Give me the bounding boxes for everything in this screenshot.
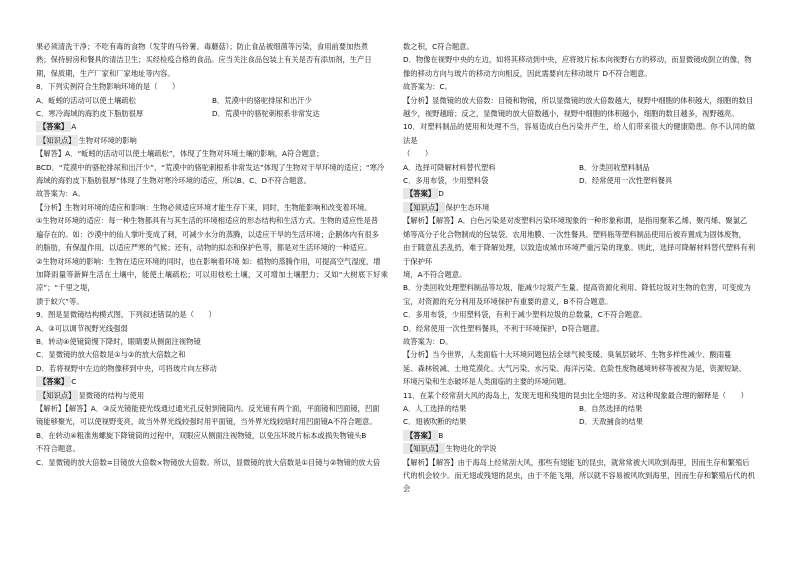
- q9-answer-line: [36, 375, 388, 388]
- q11-option-c: C．翅被吹断的结果: [403, 417, 467, 427]
- q10-fenxi-line: 延、森林锐减、土地荒漠化、大气污染、水污染、海洋污染、危险性废物越境转移等被视为是，资源短缺、: [403, 363, 746, 373]
- q10-analysis-line: 由于随意乱丢乱扔，难于降解处理，以致造成城市环境严重污染的现象。则此，选择可降解材料替代塑料有利于保护环: [403, 243, 755, 266]
- q11-knowledge-point: 生物进化的学说: [445, 444, 497, 454]
- q10-fenxi-line: 环境污染和生态破坏是人类面临的主要的环境问题。: [403, 377, 571, 387]
- q11-answer-line: [403, 429, 755, 442]
- q9-continued-line: D．物像在视野中央的左边，如将其移动到中央，应将玻片标本向视野右方的移动，而显微镜成倒立的像，物: [403, 55, 752, 65]
- answer-tag: 【答案】: [403, 188, 438, 199]
- q8-analysis-line: 海域的海豹皮下脂肪很厚”体现了生物对寒冷环境的适应，所以B、C、D不符合题意。: [36, 176, 311, 186]
- answer-tag: 【答案】: [36, 376, 71, 387]
- knowledge-tag: 【知识点】: [36, 390, 78, 401]
- q8-knowledge-point: 生物对环境的影响: [78, 135, 137, 145]
- q9-option: B．转动④使镜筒慢下降时，眼睛要从侧面注视物镜: [36, 336, 201, 346]
- q10-knowledge-point: 保护生态环境: [445, 202, 490, 212]
- knowledge-tag: 【知识点】: [36, 135, 78, 146]
- q10-fenxi-line: 【分析】当今世界，人类面临十大环境问题包括全球气候变暖、臭氧层破坏、生物多样性减少、酸雨蔓: [403, 350, 732, 360]
- q10-option-b: B．分类回收塑料制品: [579, 162, 650, 172]
- right-column: [403, 40, 755, 496]
- q11-option-d: D．天敌捕食的结果: [579, 417, 643, 427]
- q10-analysis-line: B．分类回收处理塑料制品等垃圾，能减少垃圾产生量、提高资源化利用、降低垃圾对生物的危害，可变废为: [403, 283, 751, 293]
- q11-options-row-2: [403, 415, 755, 428]
- q8-fenxi-line: 加降雨量等新鲜生活在土壤中，能使土壤疏松；可以用枝松土壤，又可增加土壤肥力；又如“大树底下好乘凉”；“千里之堤，: [36, 269, 388, 293]
- q10-analysis-line: 【解析】【解答】A．白色污染是对废塑料污染环境现象的一种形象称谓，是指用聚苯乙烯、聚丙烯、聚氯乙: [403, 216, 748, 226]
- q10-options-row-1: [403, 161, 755, 174]
- q9-analysis-line: 【解析】【解答】A．③反光镜能使光线通过通光孔反射到镜筒内。反光镜有两个面，平面镜和凹面镜，凹面: [36, 403, 380, 413]
- q8-answer-line: [36, 120, 388, 133]
- q8-analysis-line: BCD．“荒漠中的骆驼排尿和出汗少”、“荒漠中的骆驼刺根系非常发达”体现了生物对干旱环境的适应；“寒冷: [36, 162, 385, 172]
- q9-analysis-line: B．在转动④粗准焦螺旋下降镜筒的过程中，双眼应从侧面注视物镜，以免压坏玻片标本或损失物镜头B: [36, 430, 367, 440]
- q9-answer: C: [71, 377, 77, 387]
- q10-answer-line: [403, 187, 755, 200]
- q9-fenxi-line: 【分析】显微镜的放大倍数：目镜和物镜，所以显微镜的放大倍数越大，视野中细胞的体积越大，细胞的数目: [403, 95, 754, 105]
- q9-fenxi-line: 越少，视野越暗；反之，显微镜的放大倍数越小，视野中细胞的体积越小，细胞的数目越多，视野越亮。: [403, 109, 739, 119]
- q11-option-a: A．人工选择的结果: [403, 403, 467, 413]
- q9-continued-line: 像的移动方向与玻片的移动方向相反，因此需要向左移动玻片 D不符合题意。: [403, 68, 652, 78]
- q9-option: D．若将视野中左边的物像移到中央，可将玻片向左移动: [36, 363, 217, 373]
- q11-option-b: B．自然选择的结果: [579, 403, 643, 413]
- q9-continued-line: 数之积，C符合题意。: [403, 42, 474, 51]
- q8-knowledge-line: [36, 134, 388, 147]
- q10-option-d: D．经常使用一次性塑料餐具: [579, 176, 673, 186]
- q8-options-row-2: [36, 107, 388, 120]
- intro-line: 果必须清洗干净；不吃有毒的食物（发芽的马铃薯、毒蘑菇）；防止食品被细菌等污染，食用前要加热煮: [36, 42, 369, 51]
- q9-question: 9．图是显微镜结构模式图，下列叙述错误的是（ ）: [36, 310, 216, 320]
- knowledge-tag: 【知识点】: [403, 202, 445, 213]
- q9-analysis-line: 不符合题意。: [36, 444, 80, 454]
- q10-answer: D: [438, 189, 444, 199]
- q10-knowledge-line: [403, 201, 755, 214]
- knowledge-tag: 【知识点】: [403, 443, 445, 454]
- q11-analysis-line: 【解析】【解答】由于海岛上经常刮大风，那些有翅能飞的昆虫，就常常被大风吹到海里，因而生存和繁殖后: [403, 457, 750, 467]
- q9-analysis-line: C．显微镜的放大倍数=目镜放大倍数×物镜放大倍数。所以，显微镜的放大倍数是①目镜与②物镜的放大倍: [36, 457, 381, 467]
- q9-knowledge-line: [36, 389, 388, 402]
- q10-analysis-line: 境，A不符合题意。: [403, 269, 467, 279]
- q9-option: A．③可以调节视野光线强弱: [36, 323, 128, 333]
- q8-fenxi-line: 【分析】生物对环境的适应和影响：生物必须适应环境才能生存下来，同时，生物能影响和改变着环境。: [36, 202, 372, 212]
- q9-option: C．显微镜的放大倍数是①与②的放大倍数之和: [36, 350, 186, 360]
- answer-tag: 【答案】: [403, 430, 438, 441]
- q10-question: 10．对塑料制品的使用和处理不当，容易造成白色污染并产生，给人们带来很大的健康隐患。你不认同的做法是: [403, 122, 755, 145]
- q8-fenxi-line: 溃于蚁穴”等。: [36, 296, 84, 306]
- q8-fenxi-line: 遍存在的。如：沙漠中的仙人掌叶变成了刺，可减少水分的蒸腾，以适应干旱的生活环境；企鹅体内有很多: [36, 229, 379, 239]
- q8-answer: A: [71, 122, 77, 132]
- q11-answer: B: [438, 430, 444, 440]
- q10-analysis-line: 故答案为：D。: [403, 336, 453, 346]
- q8-options-row-1: [36, 94, 388, 107]
- q8-option-a: A．蚯蚓的活动可以使土壤疏松: [36, 95, 136, 105]
- q9-knowledge-point: 显微镜的结构与使用: [78, 390, 145, 400]
- left-column: [36, 40, 388, 469]
- q8-analysis-line: 故答案为：A。: [36, 189, 85, 199]
- q8-option-d: D．荒漠中的骆驼刺根系非常发达: [212, 109, 320, 119]
- q9-analysis-line: 镜能够聚光，可以使视野变亮，故当外界光线较强时用平面镜，当外界光线较暗时用凹面镜A不符合题意。: [36, 417, 377, 427]
- q8-fenxi-line: ①生物对环境的适应：每一种生物都具有与其生活的环境相适应的形态结构和生活方式。生物的适应性是普: [36, 216, 379, 226]
- q11-knowledge-line: [403, 442, 755, 455]
- q8-analysis-line: 【解答】A．“蚯蚓的活动可以使土壤疏松”，体现了生物对环境土壤的影响，A符合题意；: [36, 149, 324, 159]
- intro-line: 熟；保持厨房和餐具的清洁卫生；买经检疫合格的食品。应当关注食品包装上有关是否有添加剂，生产日: [36, 55, 372, 65]
- q8-option-b: B．荒漠中的骆驼排尿和出汗少: [212, 95, 312, 105]
- q10-question: （ ）: [403, 149, 433, 159]
- q10-analysis-line: C．多用布袋，少用塑料袋，有利于减少塑料垃圾的总数量，C不符合题意。: [403, 310, 647, 320]
- q10-analysis-line: 烯等高分子化合物制成的包装袋、农用地膜、一次性餐具、塑料瓶等塑料制品使用后被弃置成为固体废物，: [403, 229, 746, 239]
- q8-fenxi-line: 的脂肪，有保温作用，以适应严寒的气候；还有，动物的拟态和保护色等，都是对生活环境的一种适应。: [36, 243, 372, 253]
- q8-question: 8．下列实例符合生物影响环境的是（ ）: [36, 82, 180, 92]
- intro-line: 期，保质期，生产厂家和厂家地址等内容。: [36, 68, 175, 78]
- q8-fenxi-line: ②生物对环境的影响：生物在适应环境的同时，也在影响着环境 如：植物的蒸腾作用，可提高空气湿度，增: [36, 256, 381, 266]
- answer-tag: 【答案】: [36, 121, 71, 132]
- q11-options-row-1: [403, 402, 755, 415]
- q10-option-c: C．多用布袋，少用塑料袋: [403, 176, 489, 186]
- q8-option-c: C．寒冷海域的海豹皮下脂肪很厚: [36, 109, 144, 119]
- q10-analysis-line: 宝，对资源的充分利用及环境保护有重要的意义，B不符合题意。: [403, 296, 613, 306]
- q9-continued-line: 故答案为：C。: [403, 82, 452, 92]
- q11-analysis-line: 代的机会较少。而无翅或残翅的昆虫，由于不能飞翔，所以就不容易被风吹到海里，因而生存和繁殖后代的机会: [403, 471, 755, 494]
- q10-option-a: A．选择可降解材料替代塑料: [403, 162, 496, 172]
- q11-question: 11．在某个经常刮大风的海岛上，发现无翅和残翅的昆虫比全翅的多。对这种现象最合理的解释是（ ）: [403, 390, 748, 400]
- q10-options-row-2: [403, 174, 755, 187]
- q10-analysis-line: D．经常使用一次性塑料餐具，不利于环境保护，D符合题意。: [403, 323, 604, 333]
